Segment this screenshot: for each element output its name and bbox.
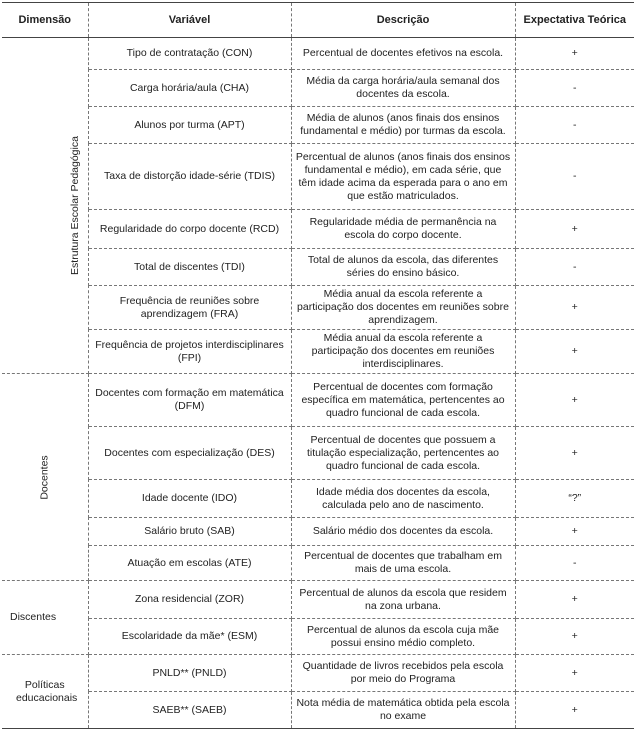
expectation-cell: + (515, 38, 634, 70)
table-row (2, 655, 634, 692)
expectation-cell: “?” (515, 480, 634, 518)
table-row (2, 518, 634, 546)
expectation-cell: + (515, 518, 634, 546)
variable-cell: Docentes com especialização (DES) (88, 427, 291, 480)
expectation-cell: - (515, 70, 634, 107)
variable-cell: Docentes com formação em matemática (DFM) (88, 374, 291, 427)
expectation-cell: + (515, 427, 634, 480)
description-cell: Percentual de alunos da escola que residem na zona urbana. (291, 581, 515, 619)
dimension-estrutura-cell (2, 38, 88, 374)
header-variavel: Variável (88, 3, 291, 38)
description-cell: Percentual de docentes que possuem a titulação especialização, pertencentes ao quadro funcional de cada escola. (291, 427, 515, 480)
table-row (2, 38, 634, 70)
dimension-docentes-label: Docentes (38, 454, 51, 500)
description-cell: Percentual de docentes que trabalham em mais de uma escola. (291, 546, 515, 581)
variable-cell: Regularidade do corpo docente (RCD) (88, 210, 291, 249)
table-row (2, 619, 634, 655)
header-descricao: Descrição (291, 3, 515, 38)
description-cell: Total de alunos da escola, das diferentes séries do ensino básico. (291, 249, 515, 286)
description-cell: Percentual de alunos da escola cuja mãe possui ensino médio completo. (291, 619, 515, 655)
description-cell: Percentual de alunos (anos finais dos ensinos fundamental e médio), em cada série, que têm idade acima da esperada para o ano em que estão matriculados. (291, 144, 515, 210)
description-cell: Média da carga horária/aula semanal dos docentes da escola. (291, 70, 515, 107)
description-cell: Média anual da escola referente a participação dos docentes em reuniões sobre aprendizagem. (291, 286, 515, 330)
expectation-cell: - (515, 107, 634, 144)
variable-cell: Alunos por turma (APT) (88, 107, 291, 144)
description-cell: Percentual de docentes com formação específica em matemática, pertencentes ao quadro funcional de cada escola. (291, 374, 515, 427)
variable-cell: Salário bruto (SAB) (88, 518, 291, 546)
table-row (2, 249, 634, 286)
table-row (2, 692, 634, 729)
table-row (2, 427, 634, 480)
table-row (2, 480, 634, 518)
expectation-cell: + (515, 210, 634, 249)
expectation-cell: + (515, 286, 634, 330)
table-row (2, 330, 634, 374)
expectation-cell: + (515, 655, 634, 692)
expectation-cell: + (515, 619, 634, 655)
variable-cell: Tipo de contratação (CON) (88, 38, 291, 70)
table-row (2, 144, 634, 210)
table-row (2, 374, 634, 427)
expectation-cell: + (515, 374, 634, 427)
header-expectativa: Expectativa Teórica (515, 3, 634, 38)
expectation-cell: - (515, 546, 634, 581)
expectation-cell: + (515, 692, 634, 729)
variable-cell: Idade docente (IDO) (88, 480, 291, 518)
dimension-docentes-cell (2, 374, 88, 581)
header-row (2, 3, 634, 38)
dimension-politicas-cell: Políticas educacionais (2, 655, 88, 729)
variable-cell: SAEB** (SAEB) (88, 692, 291, 729)
variable-cell: Total de discentes (TDI) (88, 249, 291, 286)
variables-table (2, 2, 634, 729)
variable-cell: Escolaridade da mãe* (ESM) (88, 619, 291, 655)
expectation-cell: - (515, 249, 634, 286)
expectation-cell: + (515, 330, 634, 374)
dimension-discentes-cell: Discentes (2, 581, 88, 655)
table-row (2, 107, 634, 144)
variable-cell: Frequência de projetos interdisciplinares (FPI) (88, 330, 291, 374)
description-cell: Salário médio dos docentes da escola. (291, 518, 515, 546)
table-row (2, 210, 634, 249)
variable-cell: Zona residencial (ZOR) (88, 581, 291, 619)
table-row (2, 581, 634, 619)
description-cell: Nota média de matemática obtida pela escola no exame (291, 692, 515, 729)
dimension-estrutura-label: Estrutura Escolar Pedagógica (68, 136, 81, 275)
variable-cell: Taxa de distorção idade-série (TDIS) (88, 144, 291, 210)
description-cell: Média de alunos (anos finais dos ensinos fundamental e médio) por turmas da escola. (291, 107, 515, 144)
expectation-cell: + (515, 581, 634, 619)
header-dimensao: Dimensão (2, 3, 88, 38)
table-row (2, 286, 634, 330)
variable-cell: Carga horária/aula (CHA) (88, 70, 291, 107)
description-cell: Quantidade de livros recebidos pela escola por meio do Programa (291, 655, 515, 692)
description-cell: Média anual da escola referente a participação dos docentes em reuniões interdisciplinares. (291, 330, 515, 374)
variable-cell: Atuação em escolas (ATE) (88, 546, 291, 581)
variable-cell: PNLD** (PNLD) (88, 655, 291, 692)
description-cell: Regularidade média de permanência na escola do corpo docente. (291, 210, 515, 249)
table-row (2, 70, 634, 107)
description-cell: Idade média dos docentes da escola, calculada pelo ano de nascimento. (291, 480, 515, 518)
description-cell: Percentual de docentes efetivos na escola. (291, 38, 515, 70)
expectation-cell: - (515, 144, 634, 210)
table-row (2, 546, 634, 581)
variable-cell: Frequência de reuniões sobre aprendizagem (FRA) (88, 286, 291, 330)
